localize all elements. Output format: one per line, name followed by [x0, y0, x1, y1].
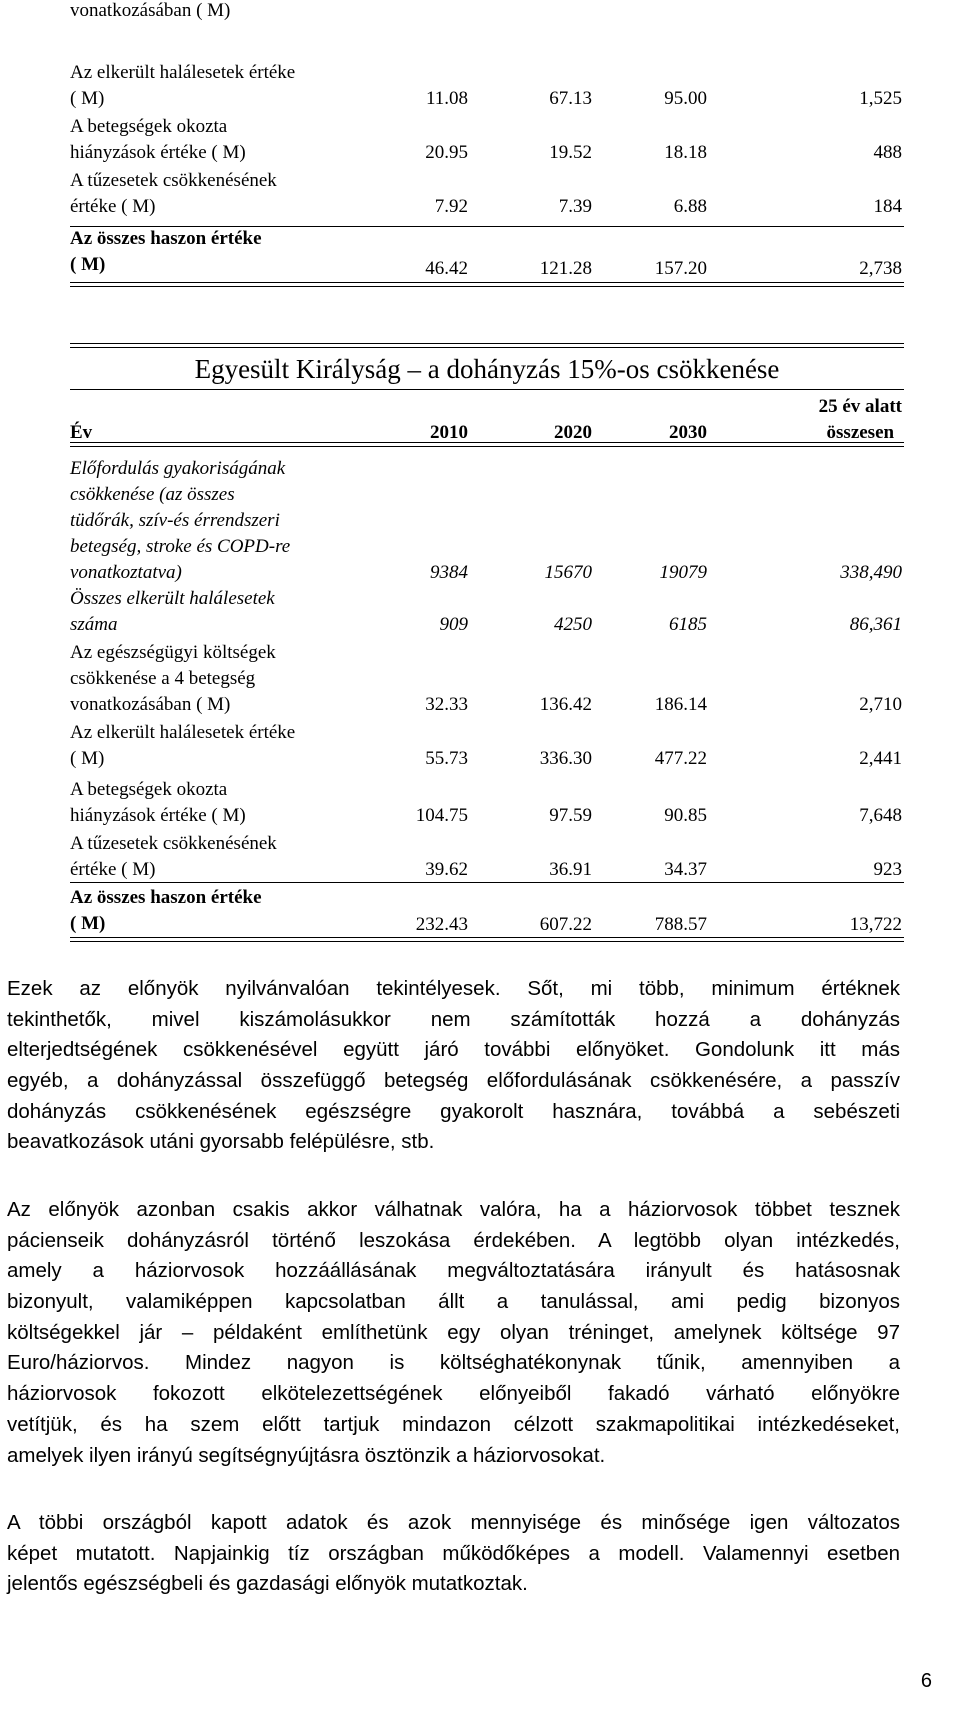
cell-2030: 477.22 [654, 748, 707, 769]
cell-total: 7,648 [859, 805, 902, 826]
paragraph-line: Ezek az előnyök nyilvánvalóan tekintélyesek. Sőt, mi több, minimum értéknek [7, 977, 900, 1000]
paragraph-line: dohányzás csökkenésének egészségre gyakorolt hasznára, továbbá a sebészeti [7, 1099, 900, 1123]
table-1 [70, 60, 904, 290]
paragraph-line: amely a háziorvosok hozzáállásának megváltoztatására irányult és hatásosnak [7, 1259, 900, 1283]
cell-total: 1,525 [859, 88, 902, 109]
table-2-title: Egyesült Királyság – a dohányzás 15%-os csökkenése [194, 354, 780, 384]
paragraph-line: képet mutatott. Napjainkig tíz országban működőképes a modell. Valamennyi esetben [7, 1541, 900, 1565]
cell-2030: 19079 [659, 562, 707, 583]
paragraph-2 [7, 1195, 900, 1471]
cell-total: 923 [873, 859, 902, 880]
table-2-top-rule [70, 343, 904, 348]
cell-total: 13,722 [849, 914, 902, 935]
cell-2010: 104.75 [415, 805, 468, 826]
row-label: Előfordulás gyakoriságának csökkenése (az összes tüdőrák, szív-és érrendszeri betegség, stroke és COPD-re vonatkoztatva) [70, 458, 291, 583]
paragraph-line: pácienseik dohányzásról történő leszokása érdekében. A legtöbb olyan intézkedés, [7, 1228, 900, 1252]
header-year: Év [70, 422, 93, 443]
paragraph-1 [7, 974, 900, 1158]
paragraph-line: háziorvosok fokozott elkötelezettségének előnyeiből fakadó várható előnyökre [7, 1382, 900, 1406]
cell-total: 2,441 [859, 748, 902, 769]
cell-2030: 157.20 [654, 258, 707, 279]
cell-2030: 186.14 [654, 694, 707, 715]
cell-2030: 6185 [669, 614, 707, 635]
cell-total: 488 [873, 142, 902, 163]
row-label: A betegségek okozta hiányzások értéke ( M) [70, 779, 246, 826]
cell-2020: 7.39 [558, 196, 592, 217]
paragraph-line: A többi országból kapott adatok és azok mennyisége és minősége igen változatos [7, 1511, 900, 1534]
cell-2010: 46.42 [425, 258, 468, 279]
paragraph-line: Az előnyök azonban csakis akkor válhatnak valóra, ha a háziorvosok többet tesznek [7, 1198, 900, 1221]
cell-2010: 9384 [430, 562, 468, 583]
cell-total: 86,361 [849, 614, 902, 635]
paragraph-line: egyéb, a dohányzással összefüggő betegség előfordulásának csökkenésére, a passzív [7, 1069, 900, 1093]
paragraph-line: költségekkel jár – példaként említhetünk egy olyan tréninget, amelynek költsége 97 [7, 1320, 900, 1344]
cell-total: 338,490 [840, 562, 902, 583]
cell-2020: 19.52 [549, 142, 592, 163]
paragraph-3 [7, 1508, 900, 1600]
header-total: 25 év alatt összesen [818, 396, 902, 443]
row-label: Összes elkerült halálesetek száma [70, 588, 275, 635]
paragraph-line: amelyek ilyen irányú segítségnyújtásra ösztönzik a háziorvosokat. [7, 1443, 606, 1467]
header-2020: 2020 [554, 422, 592, 443]
cell-2030: 6.88 [673, 196, 707, 217]
cell-2030: 95.00 [664, 88, 707, 109]
table-2-header-rule [70, 442, 904, 447]
cell-total: 2,710 [859, 694, 902, 715]
row-label: A betegségek okozta hiányzások értéke ( M) [70, 116, 246, 163]
cell-2020: 97.59 [549, 805, 592, 826]
paragraph-line: bizonyult, valamiképpen kapcsolatban állt a tanulással, ami pedig bizonyos [7, 1290, 900, 1314]
cell-2020: 15670 [544, 562, 592, 583]
cell-total: 184 [873, 196, 902, 217]
table-1-bottom-rule [70, 282, 904, 287]
cell-2010: 7.92 [434, 196, 468, 217]
cell-2010: 55.73 [425, 748, 468, 769]
row-label: Az elkerült halálesetek értéke ( M) [70, 722, 296, 769]
table-2-bottom-rule [70, 937, 904, 942]
cell-2010: 232.43 [415, 914, 468, 935]
cell-2030: 18.18 [664, 142, 707, 163]
cell-2020: 607.22 [539, 914, 592, 935]
cell-2030: 788.57 [654, 914, 707, 935]
table-2-header [70, 392, 904, 446]
table-2-body [70, 456, 904, 936]
paragraph-line: jelentős egészségbeli és gazdasági előnyök mutatkoztak. [7, 1572, 528, 1596]
paragraph-line: elterjedtségének csökkenésével együtt járó további előnyöket. Gondolunk itt más [7, 1038, 900, 1062]
page-number: 6 [920, 1670, 932, 1692]
paragraph-line: vetítjük, és ha szem előtt tartjuk mindazon célzott szakmapolitikai intézkedéseket, [7, 1412, 900, 1436]
top-fragment-text: vonatkozásában ( M) [70, 0, 231, 21]
table-2-title-rule [70, 389, 904, 390]
header-2030: 2030 [669, 422, 707, 443]
row-label: A tűzesetek csökkenésének értéke ( M) [70, 833, 277, 880]
cell-2020: 67.13 [549, 88, 592, 109]
cell-2020: 121.28 [539, 258, 592, 279]
cell-2010: 909 [439, 614, 468, 635]
row-label: Az összes haszon értéke ( M) [70, 228, 262, 275]
row-label: Az összes haszon értéke ( M) [70, 887, 262, 934]
table-2-row-divider [70, 882, 904, 883]
row-label: A tűzesetek csökkenésének értéke ( M) [70, 170, 277, 217]
paragraph-line: Euro/háziorvos. Mindez nagyon is költséghatékonynak tűnik, amennyiben a [7, 1351, 900, 1375]
cell-2020: 36.91 [549, 859, 592, 880]
cell-2030: 34.37 [664, 859, 707, 880]
cell-2020: 336.30 [539, 748, 592, 769]
cell-2020: 4250 [554, 614, 592, 635]
table-1-row-divider [70, 226, 904, 227]
cell-2010: 20.95 [425, 142, 468, 163]
cell-2010: 32.33 [425, 694, 468, 715]
cell-2010: 39.62 [425, 859, 468, 880]
paragraph-line: beavatkozások utáni gyorsabb felépülésre, stb. [7, 1130, 435, 1154]
row-label: Az elkerült halálesetek értéke ( M) [70, 62, 296, 109]
cell-2020: 136.42 [539, 694, 592, 715]
cell-total: 2,738 [859, 258, 902, 279]
header-2010: 2010 [430, 422, 468, 443]
paragraph-line: tekinthetők, mivel kiszámolásukkor nem számították hozzá a dohányzás [7, 1007, 900, 1031]
cell-2010: 11.08 [425, 88, 468, 109]
cell-2030: 90.85 [664, 805, 707, 826]
row-label: Az egészségügyi költségek csökkenése a 4 betegség vonatkozásában ( M) [70, 642, 276, 715]
